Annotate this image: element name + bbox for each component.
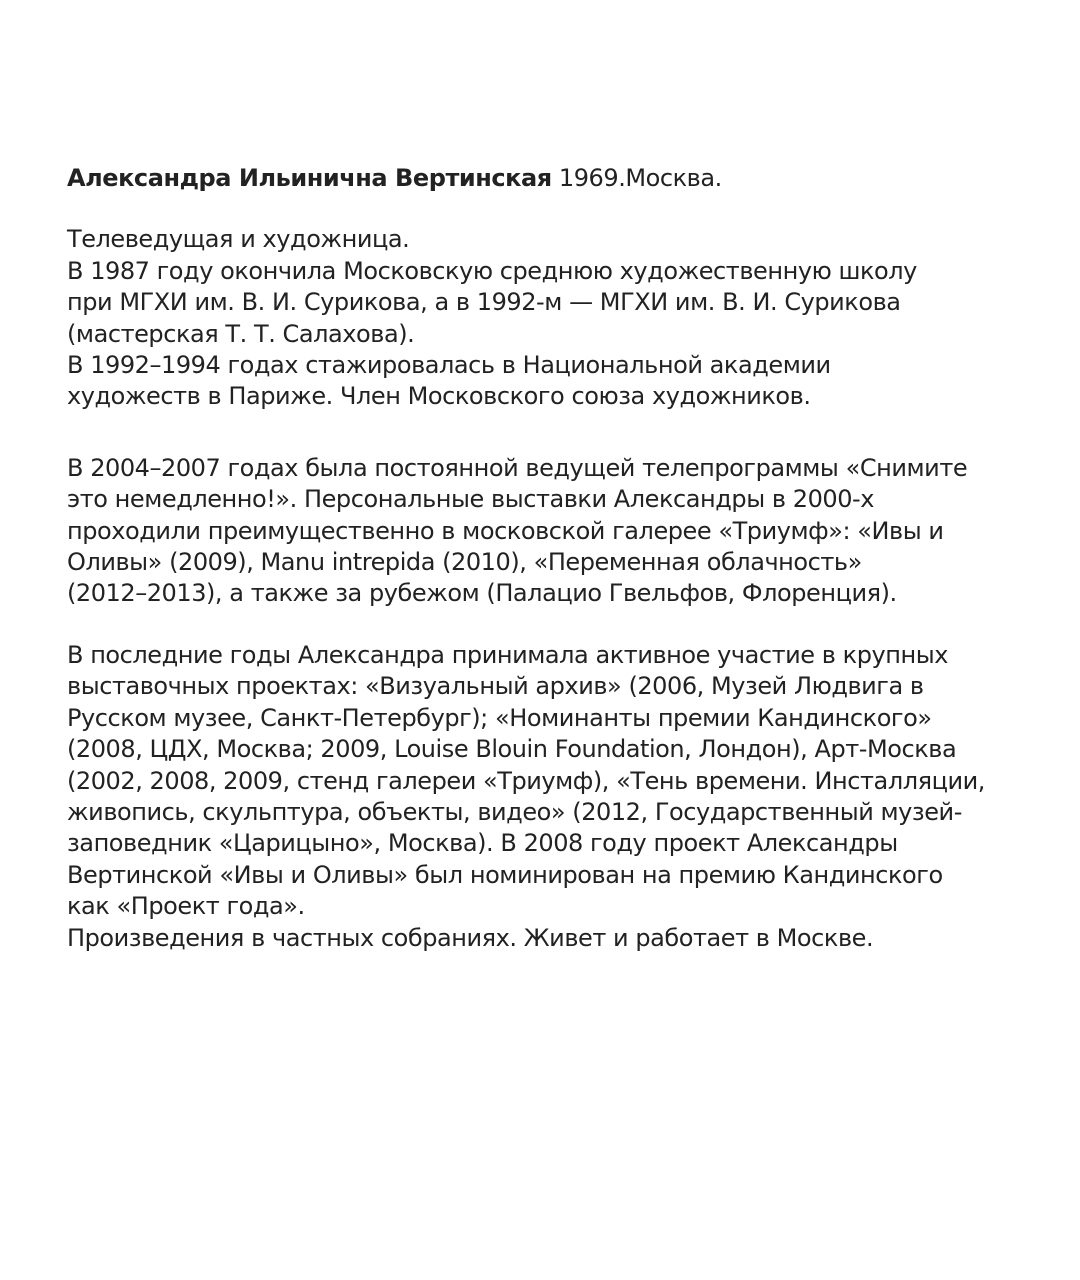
- text-line: это немедленно!». Персональные выставки Александры в 2000-х: [67, 485, 874, 514]
- intro-paragraph: [67, 224, 1057, 412]
- text-line: (2008, ЦДХ, Москва; 2009, Louise Blouin Foundation, Лондон), Арт-Москва: [67, 735, 957, 764]
- text-line: выставочных проектах: «Визуальный архив» (2006, Музей Людвига в: [67, 672, 924, 701]
- text-line: Произведения в частных собраниях. Живет и работает в Москве.: [67, 923, 874, 952]
- text-line: живопись, скульптура, объекты, видео» (2012, Государственный музей-: [67, 797, 962, 826]
- biography-document: [67, 163, 1057, 954]
- text-line: В 2004–2007 годах была постоянной ведущей телепрограммы «Снимите: [67, 453, 968, 482]
- text-line: при МГХИ им. В. И. Сурикова, а в 1992-м — МГХИ им. В. И. Сурикова: [67, 288, 901, 317]
- text-line: В 1987 году окончила Московскую среднюю художественную школу: [67, 256, 917, 285]
- text-line: как «Проект года».: [67, 892, 305, 921]
- birth-info: 1969.Москва.: [558, 164, 722, 192]
- text-line: В последние годы Александра принимала активное участие в крупных: [67, 640, 948, 669]
- biography-header: [67, 163, 1057, 194]
- text-line: проходили преимущественно в московской галерее «Триумф»: «Ивы и: [67, 516, 944, 545]
- text-line: заповедник «Царицыно», Москва). В 2008 году проект Александры: [67, 829, 898, 858]
- artist-name: Александра Ильинична Вертинская: [67, 164, 552, 192]
- text-line: Вертинской «Ивы и Оливы» был номинирован на премию Кандинского: [67, 860, 943, 889]
- text-line: Телеведущая и художница.: [67, 225, 410, 254]
- tv-exhibitions-paragraph: [67, 453, 1057, 610]
- recent-projects-paragraph: [67, 640, 1057, 954]
- text-line: Русском музее, Санкт-Петербург); «Номинанты премии Кандинского»: [67, 703, 932, 732]
- text-line: (мастерская Т. Т. Салахова).: [67, 319, 415, 348]
- text-line: художеств в Париже. Член Московского союза художников.: [67, 382, 811, 411]
- text-line: Оливы» (2009), Manu intrepida (2010), «Переменная облачность»: [67, 548, 862, 577]
- text-line: В 1992–1994 годах стажировалась в Национальной академии: [67, 351, 831, 380]
- text-line: (2002, 2008, 2009, стенд галереи «Триумф), «Тень времени. Инсталляции,: [67, 766, 985, 795]
- text-line: (2012–2013), а также за рубежом (Палацио Гвельфов, Флоренция).: [67, 579, 897, 608]
